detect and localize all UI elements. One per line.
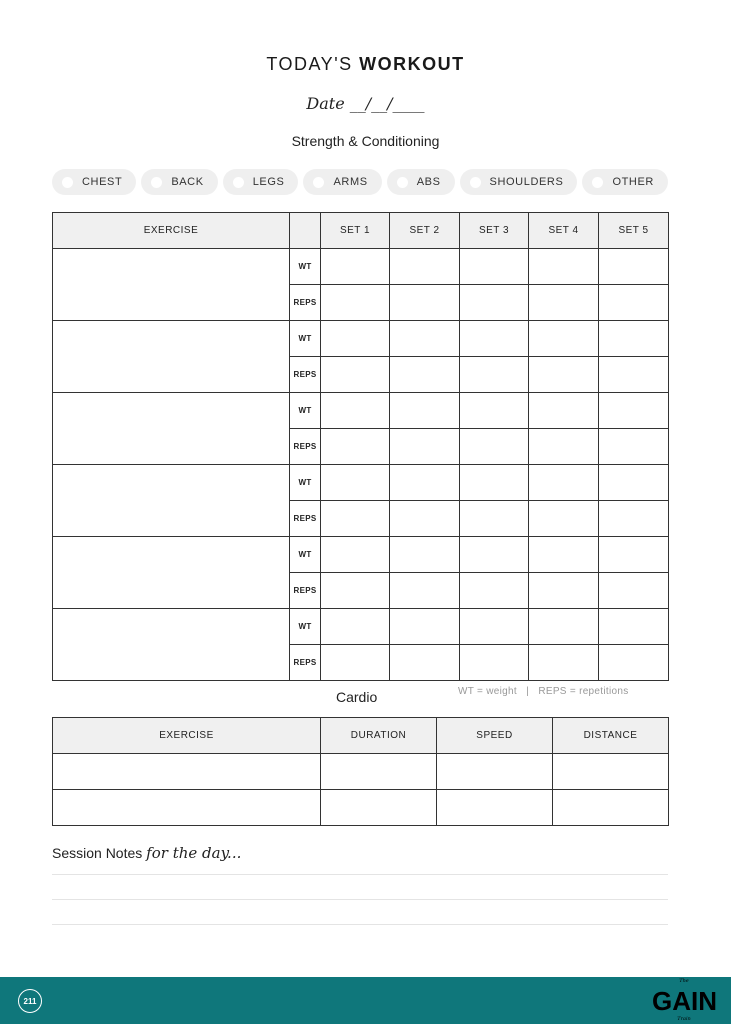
set-2-cell[interactable] <box>390 393 460 429</box>
set-3-cell[interactable] <box>460 465 529 501</box>
set-5-cell[interactable] <box>599 393 669 429</box>
weight-label: WT <box>290 537 321 573</box>
chip-label: ARMS <box>333 176 368 188</box>
strength-header-row <box>53 213 669 249</box>
header-set-3: SET 3 <box>460 213 529 249</box>
chip-legs[interactable] <box>223 169 299 195</box>
set-4-cell[interactable] <box>529 573 599 609</box>
weight-label: WT <box>290 249 321 285</box>
exercise-4-wt-row <box>53 465 669 501</box>
chip-label: CHEST <box>82 176 123 188</box>
footer-bar <box>0 977 731 1024</box>
exercise-name-cell[interactable] <box>53 465 290 537</box>
cardio-header-exercise: EXERCISE <box>53 718 321 754</box>
set-5-cell[interactable] <box>599 609 669 645</box>
reps-label: REPS <box>290 429 321 465</box>
set-4-cell[interactable] <box>529 357 599 393</box>
set-4-cell[interactable] <box>529 501 599 537</box>
set-1-cell[interactable] <box>321 465 390 501</box>
cardio-body <box>53 754 669 826</box>
chip-arms[interactable] <box>303 169 381 195</box>
cardio-distance-cell[interactable] <box>553 790 669 826</box>
cardio-header-duration: DURATION <box>321 718 437 754</box>
strength-table <box>52 212 669 681</box>
set-3-cell[interactable] <box>460 501 529 537</box>
set-3-cell[interactable] <box>460 573 529 609</box>
chip-chest[interactable] <box>52 169 136 195</box>
cardio-header-row <box>53 718 669 754</box>
set-5-cell[interactable] <box>599 357 669 393</box>
set-2-cell[interactable] <box>390 321 460 357</box>
cardio-distance-cell[interactable] <box>553 754 669 790</box>
exercise-name-cell[interactable] <box>53 537 290 609</box>
set-5-cell[interactable] <box>599 429 669 465</box>
strength-body <box>53 249 669 681</box>
cardio-speed-cell[interactable] <box>437 790 553 826</box>
set-1-cell[interactable] <box>321 609 390 645</box>
exercise-5-wt-row <box>53 537 669 573</box>
reps-label: REPS <box>290 285 321 321</box>
date-field[interactable]: Date __/__/____ <box>306 94 425 113</box>
set-3-cell[interactable] <box>460 357 529 393</box>
set-4-cell[interactable] <box>529 609 599 645</box>
set-1-cell[interactable] <box>321 393 390 429</box>
set-1-cell[interactable] <box>321 501 390 537</box>
title-light: TODAY'S <box>266 54 353 74</box>
header-set-4: SET 4 <box>529 213 599 249</box>
set-5-cell[interactable] <box>599 537 669 573</box>
cardio-row <box>53 754 669 790</box>
chip-abs[interactable] <box>387 169 455 195</box>
set-4-cell[interactable] <box>529 429 599 465</box>
set-5-cell[interactable] <box>599 249 669 285</box>
set-1-cell[interactable] <box>321 321 390 357</box>
page-title <box>0 54 731 75</box>
notes-label-italic: for the day... <box>146 844 242 862</box>
set-4-cell[interactable] <box>529 285 599 321</box>
set-2-cell[interactable] <box>390 501 460 537</box>
set-2-cell[interactable] <box>390 285 460 321</box>
reps-label: REPS <box>290 501 321 537</box>
set-3-cell[interactable] <box>460 285 529 321</box>
chip-label: LEGS <box>252 176 285 188</box>
reps-label: REPS <box>290 573 321 609</box>
header-set-1: SET 1 <box>321 213 390 249</box>
set-1-cell[interactable] <box>321 357 390 393</box>
exercise-2-wt-row <box>53 321 669 357</box>
set-3-cell[interactable] <box>460 249 529 285</box>
exercise-name-cell[interactable] <box>53 393 290 465</box>
radio-icon[interactable] <box>470 177 481 188</box>
set-5-cell[interactable] <box>599 573 669 609</box>
notes-label: Session Notes <box>52 845 143 861</box>
header-exercise: EXERCISE <box>53 213 290 249</box>
set-5-cell[interactable] <box>599 501 669 537</box>
set-3-cell[interactable] <box>460 321 529 357</box>
exercise-1-wt-row <box>53 249 669 285</box>
set-2-cell[interactable] <box>390 609 460 645</box>
notes-title <box>52 844 241 862</box>
header-type <box>290 213 321 249</box>
set-1-cell[interactable] <box>321 573 390 609</box>
cardio-table <box>52 717 669 826</box>
logo-main-text: GAIN <box>652 986 717 1016</box>
exercise-name-cell[interactable] <box>53 321 290 393</box>
set-4-cell[interactable] <box>529 393 599 429</box>
exercise-name-cell[interactable] <box>53 609 290 681</box>
notes-line[interactable] <box>52 874 668 875</box>
cardio-duration-cell[interactable] <box>321 790 437 826</box>
title-bold: WORKOUT <box>359 54 465 74</box>
exercise-6-wt-row <box>53 609 669 645</box>
set-4-cell[interactable] <box>529 249 599 285</box>
cardio-header-speed: SPEED <box>437 718 553 754</box>
weight-label: WT <box>290 321 321 357</box>
brand-logo <box>652 977 716 1024</box>
cardio-header-distance: DISTANCE <box>553 718 669 754</box>
set-3-cell[interactable] <box>460 645 529 681</box>
radio-icon[interactable] <box>62 177 73 188</box>
set-1-cell[interactable] <box>321 285 390 321</box>
header-set-5: SET 5 <box>599 213 669 249</box>
set-3-cell[interactable] <box>460 429 529 465</box>
chip-other[interactable] <box>582 169 668 195</box>
cardio-title: Cardio <box>336 689 378 705</box>
cardio-row <box>53 790 669 826</box>
set-5-cell[interactable] <box>599 321 669 357</box>
notes-line[interactable] <box>52 924 668 925</box>
chip-label: SHOULDERS <box>489 176 564 188</box>
set-1-cell[interactable] <box>321 537 390 573</box>
page-number: 211 <box>18 989 42 1013</box>
set-5-cell[interactable] <box>599 285 669 321</box>
page-subtitle: Strength & Conditioning <box>291 133 440 149</box>
set-4-cell[interactable] <box>529 645 599 681</box>
logo-bottom-text: Train <box>677 1016 691 1022</box>
set-1-cell[interactable] <box>321 429 390 465</box>
reps-label: REPS <box>290 645 321 681</box>
chip-label: OTHER <box>612 176 654 188</box>
set-4-cell[interactable] <box>529 465 599 501</box>
set-2-cell[interactable] <box>390 645 460 681</box>
muscle-group-options <box>52 169 668 195</box>
chip-label: BACK <box>171 176 204 188</box>
set-4-cell[interactable] <box>529 321 599 357</box>
set-5-cell[interactable] <box>599 645 669 681</box>
set-2-cell[interactable] <box>390 357 460 393</box>
set-2-cell[interactable] <box>390 465 460 501</box>
radio-icon[interactable] <box>313 177 324 188</box>
set-1-cell[interactable] <box>321 645 390 681</box>
cardio-duration-cell[interactable] <box>321 754 437 790</box>
cardio-exercise-cell[interactable] <box>53 754 321 790</box>
cardio-speed-cell[interactable] <box>437 754 553 790</box>
set-2-cell[interactable] <box>390 573 460 609</box>
header-set-2: SET 2 <box>390 213 460 249</box>
reps-label: REPS <box>290 357 321 393</box>
notes-line[interactable] <box>52 899 668 900</box>
set-5-cell[interactable] <box>599 465 669 501</box>
set-3-cell[interactable] <box>460 393 529 429</box>
radio-icon[interactable] <box>397 177 408 188</box>
exercise-name-cell[interactable] <box>53 249 290 321</box>
abbreviation-legend: WT = weight | REPS = repetitions <box>458 686 629 697</box>
weight-label: WT <box>290 465 321 501</box>
chip-back[interactable] <box>141 169 217 195</box>
logo-top-text: The <box>679 978 689 984</box>
weight-label: WT <box>290 609 321 645</box>
set-3-cell[interactable] <box>460 609 529 645</box>
exercise-3-wt-row <box>53 393 669 429</box>
set-4-cell[interactable] <box>529 537 599 573</box>
radio-icon[interactable] <box>233 177 244 188</box>
chip-label: ABS <box>416 176 441 188</box>
radio-icon[interactable] <box>151 177 162 188</box>
weight-label: WT <box>290 393 321 429</box>
cardio-exercise-cell[interactable] <box>53 790 321 826</box>
chip-shoulders[interactable] <box>460 169 578 195</box>
set-2-cell[interactable] <box>390 537 460 573</box>
set-2-cell[interactable] <box>390 249 460 285</box>
set-2-cell[interactable] <box>390 429 460 465</box>
set-3-cell[interactable] <box>460 537 529 573</box>
set-1-cell[interactable] <box>321 249 390 285</box>
radio-icon[interactable] <box>592 177 603 188</box>
